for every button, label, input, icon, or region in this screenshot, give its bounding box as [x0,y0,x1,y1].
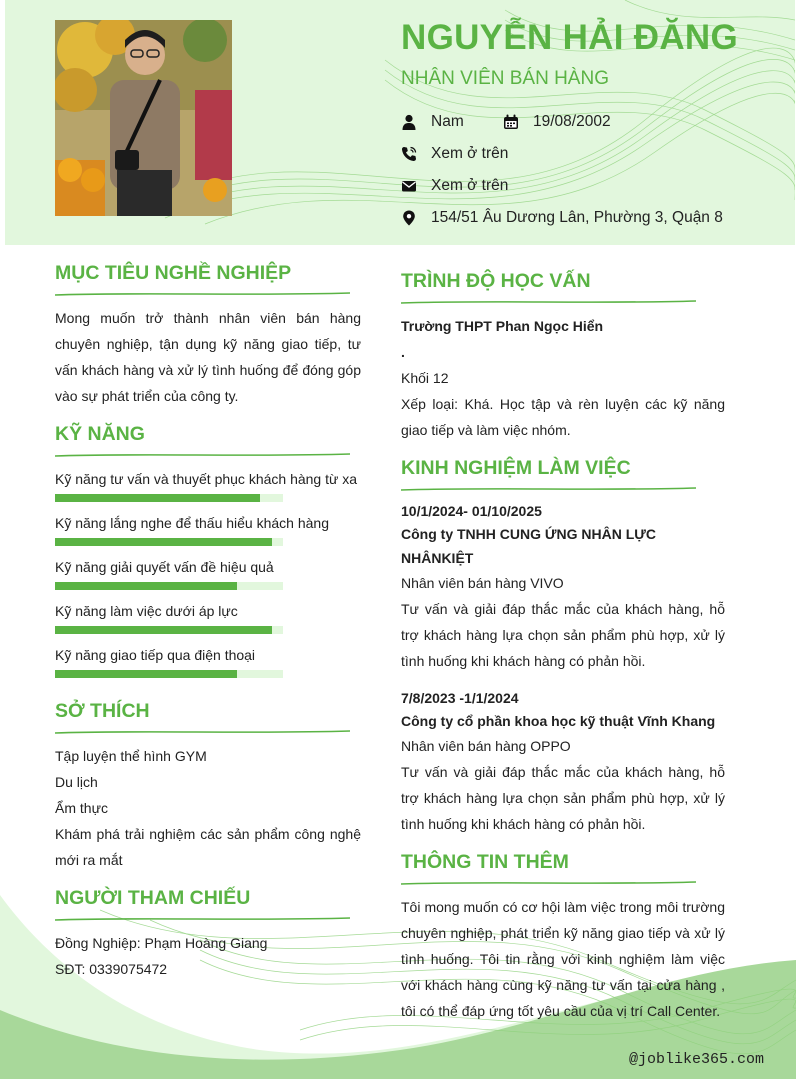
objective-title: MỤC TIÊU NGHỀ NGHIỆP [55,262,292,284]
job-entry [401,500,725,674]
avatar [55,20,232,216]
section-underline [55,729,361,735]
skill-label: Kỹ năng lắng nghe để thấu hiểu khách hàng [55,515,330,531]
skills-list [55,466,361,678]
job-position: Nhân viên bán hàng OPPO [401,738,571,754]
envelope-icon [401,178,417,194]
address-value: 154/51 Âu Dương Lân, Phường 3, Quận 8 [431,209,723,226]
extra-info-title: THÔNG TIN THÊM [401,851,569,873]
skill-item [55,642,361,678]
extra-info-section [401,851,725,1024]
skill-bar [55,670,283,678]
birthday-row [503,113,611,131]
skill-bar-fill [55,538,272,546]
education-title: TRÌNH ĐỘ HỌC VẤN [401,270,591,292]
job-period: 10/1/2024- 01/10/2025 [401,503,542,519]
phone-row [401,145,508,163]
references-title: NGƯỜI THAM CHIẾU [55,887,251,909]
job-position: Nhân viên bán hàng VIVO [401,575,564,591]
skill-bar-fill [55,626,272,634]
hobby-item: Khám phá trải nghiệm các sản phẩm công nghệ mới ra mắt [55,826,361,868]
education-note: Xếp loại: Khá. Học tập và rèn luyện các kỹ năng giao tiếp và làm việc nhóm. [401,396,725,438]
hobby-item: Du lịch [55,774,98,790]
skill-bar [55,582,283,590]
skill-label: Kỹ năng giải quyết vấn đề hiệu quả [55,559,274,575]
education-dot: . [401,344,405,360]
skill-bar [55,494,283,502]
email-value: Xem ở trên [431,177,509,194]
hobbies-title: SỞ THÍCH [55,700,150,722]
candidate-name: NGUYỄN HẢI ĐĂNG [401,18,739,57]
objective-text: Mong muốn trở thành nhân viên bán hàng chuyên nghiệp, tận dụng kỹ năng giao tiếp, tư vấn khách hàng và xử lý tình huống để đóng góp vào sự phát triển của công ty. [55,310,361,404]
skill-item [55,510,361,546]
watermark: @joblike365.com [628,1051,764,1068]
user-icon [401,114,417,130]
left-column [55,262,361,982]
section-underline [401,299,725,305]
skill-bar-fill [55,494,260,502]
skill-label: Kỹ năng giao tiếp qua điện thoại [55,647,256,663]
education-section [401,270,725,443]
skill-item [55,598,361,634]
job-description: Tư vấn và giải đáp thắc mắc của khách hàng, hỗ trợ khách hàng lựa chọn sản phẩm phù hợp, xử lý tình huống khi khách hàng có phản hồi. [401,764,725,832]
school-name: Trường THPT Phan Ngọc Hiển [401,318,604,334]
education-grade: Khối 12 [401,370,449,386]
section-underline [55,916,361,922]
hobby-item: Ẩm thực [55,800,108,816]
hobby-item: Tập luyện thể hình GYM [55,748,207,764]
reference-name: Đồng Nghiệp: Phạm Hoàng Giang [55,935,268,951]
map-pin-icon [401,210,417,226]
section-underline [401,880,725,886]
hobbies-section [55,700,361,873]
job-company: Công ty cổ phần khoa học kỹ thuật Vĩnh Khang [401,713,716,729]
skills-title: KỸ NĂNG [55,423,145,445]
birthday-value: 19/08/2002 [533,113,611,130]
skill-bar-fill [55,670,237,678]
section-underline [55,452,361,458]
skill-bar [55,626,283,634]
references-section [55,887,361,982]
job-entry [401,687,725,837]
skill-bar-fill [55,582,237,590]
calendar-icon [503,114,519,130]
gender-value: Nam [431,113,464,130]
extra-info-text: Tôi mong muốn có cơ hội làm việc trong môi trường chuyên nghiệp, phát triển kỹ năng giao tiếp và xử lý tình huống. Tôi tin rằng với kinh nghiệm làm việc với khách hàng cùng kỹ năng tư vấn tại cửa hàng , tôi có thể đáp ứng tốt yêu cầu của vị trí Call Center. [401,899,725,1019]
reference-phone: SĐT: 0339075472 [55,961,168,977]
section-underline [401,486,725,492]
experience-title: KINH NGHIỆM LÀM VIỆC [401,457,631,479]
candidate-job-title: NHÂN VIÊN BÁN HÀNG [401,68,609,89]
email-row [401,177,508,195]
job-company: Công ty TNHH CUNG ỨNG NHÂN LỰC NHÂNKIỆT [401,526,656,566]
experience-section [401,457,725,837]
gender-row [401,113,464,131]
objective-section [55,262,361,409]
job-description: Tư vấn và giải đáp thắc mắc của khách hàng, hỗ trợ khách hàng lựa chọn sản phẩm phù hợp, xử lý tình huống khi khách hàng có phản hồi. [401,601,725,669]
phone-value: Xem ở trên [431,145,509,162]
job-period: 7/8/2023 -1/1/2024 [401,690,519,706]
skill-bar [55,538,283,546]
skill-item [55,466,361,502]
section-underline [55,291,361,297]
skills-section [55,423,361,678]
skill-label: Kỹ năng làm việc dưới áp lực [55,603,238,619]
skill-item [55,554,361,590]
cv-header [5,0,795,245]
phone-icon [401,146,417,162]
skill-label: Kỹ năng tư vấn và thuyết phục khách hàng từ xa [55,471,358,487]
address-row [401,209,723,227]
right-column [401,270,725,1024]
